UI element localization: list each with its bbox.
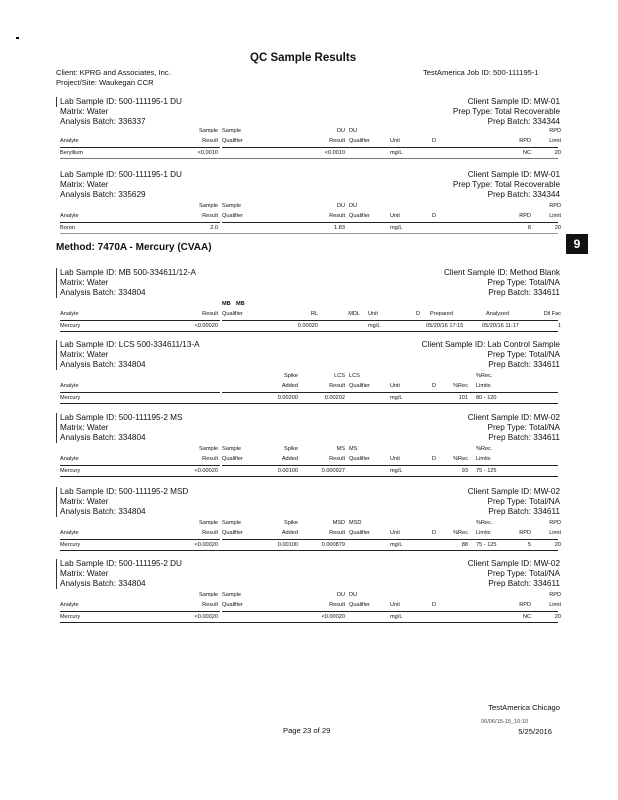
table-cell: NC: [522, 150, 531, 156]
col-head: Limit: [549, 602, 561, 608]
table-row-analyte: Beryllium: [60, 150, 84, 156]
table-cell: 0.00202: [324, 395, 345, 401]
col-head: Added: [281, 530, 298, 536]
col-head: Result: [202, 311, 218, 317]
table-row-analyte: Mercury: [60, 395, 81, 401]
table-cell: 1: [557, 323, 561, 329]
col-head: RPD: [549, 203, 561, 209]
analysis-batch: Analysis Batch: 334804: [60, 360, 146, 369]
table-cell: <0.00020: [194, 468, 218, 474]
col-head: Unit: [390, 383, 400, 389]
lab-sample-id: Lab Sample ID: LCS 500-334611/13-A: [60, 340, 200, 349]
col-head: Added: [281, 383, 298, 389]
col-head: Qualifier: [222, 311, 243, 317]
prep-batch: Prep Batch: 334611: [488, 579, 560, 588]
table-cell: NC: [522, 614, 531, 620]
col-head: DU: [349, 592, 358, 598]
table-cell: 20: [554, 542, 561, 548]
matrix: Matrix: Water: [60, 107, 109, 116]
col-head: Qualifier: [349, 602, 370, 608]
table-cell: mg/L: [390, 542, 403, 548]
prep-type: Prep Type: Total/NA: [487, 350, 560, 359]
col-head: Sample: [222, 520, 241, 526]
analysis-batch: Analysis Batch: 334804: [60, 579, 146, 588]
table-cell: 101: [458, 395, 468, 401]
col-head: D: [432, 383, 437, 389]
col-head: Qualifier: [349, 530, 370, 536]
matrix: Matrix: Water: [60, 497, 109, 506]
col-head: D: [432, 530, 437, 536]
col-head: Result: [329, 602, 345, 608]
col-head: Analyte: [60, 456, 79, 462]
page-number: Page 23 of 29: [283, 726, 331, 735]
table-cell: 75 - 125: [476, 468, 497, 474]
lab-sample-id: Lab Sample ID: 500-111195-1 DU: [60, 170, 182, 179]
col-head: Result: [329, 456, 345, 462]
col-head: Result: [202, 602, 218, 608]
col-head: DU: [349, 128, 358, 134]
table-cell: 05/20/16 11:17: [482, 323, 519, 329]
col-head: DU: [336, 203, 345, 209]
lab-sample-id: Lab Sample ID: 500-111195-1 DU: [60, 97, 182, 106]
lab-sample-id: Lab Sample ID: 500-111195-2 MS: [60, 413, 183, 422]
col-head: %Rec.: [476, 373, 493, 379]
col-head: Unit: [390, 456, 400, 462]
client-sample-id: Client Sample ID: Lab Control Sample: [421, 340, 560, 349]
table-cell: 1.83: [334, 225, 345, 231]
col-head: Qualifier: [222, 602, 243, 608]
table-cell: mg/L: [390, 468, 403, 474]
col-head: Sample: [199, 592, 218, 598]
table-cell: 05/20/16 17:15: [426, 323, 464, 329]
table-cell: 0.000927: [321, 468, 345, 474]
table-row-analyte: Mercury: [60, 323, 81, 329]
table-cell: 0.00020: [297, 323, 318, 329]
col-head: Sample: [222, 128, 241, 134]
col-head: Result: [202, 213, 218, 219]
col-head: Result: [329, 138, 345, 144]
table-cell: 0.00200: [277, 395, 298, 401]
col-head: Unit: [368, 311, 378, 317]
table-cell: 20: [554, 225, 561, 231]
table-cell: 2.0: [210, 225, 218, 231]
col-head: Prepared: [430, 311, 454, 317]
col-head: Qualifier: [222, 530, 243, 536]
col-head: LCS: [334, 373, 345, 379]
table-cell: 75 - 125: [476, 542, 497, 548]
table-cell: 20: [554, 150, 561, 156]
col-head: RPD: [549, 128, 561, 134]
lab-sample-id: Lab Sample ID: MB 500-334611/12-A: [60, 268, 196, 277]
col-head: %Rec.: [476, 520, 493, 526]
col-head: Sample: [199, 520, 218, 526]
matrix: Matrix: Water: [60, 350, 109, 359]
col-head: RPD: [519, 213, 531, 219]
col-head: Result: [202, 138, 218, 144]
table-cell: mg/L: [390, 614, 403, 620]
col-head: RPD: [549, 592, 561, 598]
report-date: 5/25/2016: [518, 727, 552, 736]
col-head: Result: [329, 530, 345, 536]
col-head: Limits: [476, 530, 491, 536]
client-sample-id: Client Sample ID: MW-01: [467, 170, 560, 179]
table-cell: 93: [461, 468, 468, 474]
col-head: Qualifier: [349, 138, 370, 144]
col-head: Unit: [390, 602, 400, 608]
table-cell: 0.00100: [277, 542, 298, 548]
col-head: MS: [349, 446, 358, 452]
client-sample-id: Client Sample ID: MW-01: [467, 97, 560, 106]
matrix: Matrix: Water: [60, 180, 109, 189]
col-head: Qualifier: [222, 138, 243, 144]
table-cell: 20: [554, 614, 561, 620]
col-head: Limit: [549, 213, 561, 219]
col-head: Limit: [549, 530, 561, 536]
analysis-batch: Analysis Batch: 334804: [60, 433, 146, 442]
col-head: Result: [202, 456, 218, 462]
client-sample-id: Client Sample ID: MW-02: [467, 559, 560, 568]
col-head: %Rec: [453, 530, 468, 536]
col-head: RL: [310, 311, 318, 317]
table-cell: mg/L: [390, 395, 403, 401]
analysis-batch: Analysis Batch: 334804: [60, 507, 146, 516]
table-cell: <0.00020: [194, 542, 218, 548]
footer-code: 06/06/15-15_10:10: [481, 719, 528, 725]
matrix: Matrix: Water: [60, 278, 109, 287]
table-cell: 88: [461, 542, 468, 548]
section-tab[interactable]: 9: [566, 234, 588, 254]
col-head: MDL: [348, 311, 360, 317]
prep-type: Prep Type: Total/NA: [487, 569, 560, 578]
col-head: D: [432, 456, 437, 462]
col-head: DU: [336, 592, 345, 598]
col-head: Qualifier: [222, 456, 243, 462]
lab-sample-id: Lab Sample ID: 500-111195-2 MSD: [60, 487, 189, 496]
col-head: Added: [281, 456, 298, 462]
col-head: MSD: [349, 520, 362, 526]
col-head: D: [432, 213, 437, 219]
col-head: Limits: [476, 383, 491, 389]
table-row-analyte: Mercury: [60, 614, 81, 620]
col-head: MB: [236, 301, 245, 307]
client-name: Client: KPRG and Associates, Inc.: [56, 68, 171, 77]
project-site: Project/Site: Waukegan CCR: [56, 78, 154, 87]
col-head: Dil Fac: [543, 311, 561, 317]
col-head: RPD: [519, 530, 531, 536]
table-row-analyte: Mercury: [60, 468, 81, 474]
prep-batch: Prep Batch: 334611: [488, 360, 560, 369]
client-sample-id: Client Sample ID: MW-02: [467, 487, 560, 496]
table-cell: 80 - 120: [476, 395, 497, 401]
table-cell: mg/L: [390, 225, 403, 231]
col-head: Analyte: [60, 383, 79, 389]
table-cell: <0.00020: [321, 614, 345, 620]
table-cell: <0.0010: [324, 150, 345, 156]
col-head: Limits: [476, 456, 491, 462]
matrix: Matrix: Water: [60, 569, 109, 578]
table-row-analyte: Boron: [60, 225, 75, 231]
col-head: Analyte: [60, 602, 79, 608]
client-sample-id: Client Sample ID: MW-02: [467, 413, 560, 422]
col-head: %Rec: [453, 456, 468, 462]
col-head: RPD: [519, 602, 531, 608]
col-head: Analyte: [60, 530, 79, 536]
analysis-batch: Analysis Batch: 335629: [60, 190, 146, 199]
prep-type: Prep Type: Total/NA: [487, 497, 560, 506]
table-cell: 0.000879: [321, 542, 345, 548]
col-head: DU: [349, 203, 358, 209]
matrix: Matrix: Water: [60, 423, 109, 432]
col-head: Sample: [199, 203, 218, 209]
table-cell: <0.00020: [194, 614, 218, 620]
col-head: Result: [202, 530, 218, 536]
lab-sample-id: Lab Sample ID: 500-111195-2 DU: [60, 559, 182, 568]
col-head: Sample: [222, 592, 241, 598]
col-head: Sample: [222, 446, 241, 452]
col-head: Result: [329, 213, 345, 219]
col-head: Analyte: [60, 213, 79, 219]
prep-type: Prep Type: Total/NA: [487, 278, 560, 287]
table-cell: 0.00100: [277, 468, 298, 474]
analysis-batch: Analysis Batch: 334804: [60, 288, 146, 297]
client-sample-id: Client Sample ID: Method Blank: [443, 268, 560, 277]
table-cell: 5: [527, 542, 531, 548]
scan-speck: [16, 37, 19, 39]
col-head: Qualifier: [349, 213, 370, 219]
col-head: Sample: [199, 128, 218, 134]
col-head: Qualifier: [222, 213, 243, 219]
page-title: QC Sample Results: [250, 52, 357, 64]
col-head: MB: [222, 301, 231, 307]
col-head: MSD: [332, 520, 345, 526]
col-head: MS: [336, 446, 345, 452]
col-head: Unit: [390, 138, 400, 144]
col-head: D: [432, 602, 437, 608]
job-id: TestAmerica Job ID: 500-111195-1: [423, 68, 539, 77]
table-cell: <0.0010: [197, 150, 218, 156]
prep-type: Prep Type: Total Recoverable: [452, 107, 560, 116]
prep-batch: Prep Batch: 334611: [488, 507, 560, 516]
col-head: Limit: [549, 138, 561, 144]
table-cell: 8: [527, 225, 531, 231]
col-head: D: [432, 138, 437, 144]
col-head: RPD: [549, 520, 561, 526]
prep-batch: Prep Batch: 334344: [487, 117, 560, 126]
prep-type: Prep Type: Total Recoverable: [452, 180, 560, 189]
col-head: Analyte: [60, 311, 79, 317]
table-row-analyte: Mercury: [60, 542, 81, 548]
col-head: RPD: [519, 138, 531, 144]
method-header: Method: 7470A - Mercury (CVAA): [56, 242, 212, 253]
col-head: Sample: [199, 446, 218, 452]
col-head: Qualifier: [349, 456, 370, 462]
prep-type: Prep Type: Total/NA: [487, 423, 560, 432]
col-head: Analyzed: [486, 311, 510, 317]
col-head: LCS: [349, 373, 360, 379]
prep-batch: Prep Batch: 334611: [488, 433, 560, 442]
analysis-batch: Analysis Batch: 336337: [60, 117, 146, 126]
col-head: D: [416, 311, 421, 317]
col-head: Analyte: [60, 138, 79, 144]
col-head: Qualifier: [349, 383, 370, 389]
table-cell: mg/L: [368, 323, 381, 329]
col-head: Sample: [222, 203, 241, 209]
col-head: %Rec: [453, 383, 468, 389]
col-head: Result: [329, 383, 345, 389]
footer-company: TestAmerica Chicago: [488, 703, 560, 712]
table-cell: mg/L: [390, 150, 403, 156]
col-head: Unit: [390, 213, 400, 219]
col-head: Spike: [284, 446, 298, 452]
col-head: Unit: [390, 530, 400, 536]
col-head: Spike: [284, 373, 298, 379]
prep-batch: Prep Batch: 334344: [487, 190, 560, 199]
col-head: DU: [336, 128, 345, 134]
table-cell: <0.00020: [194, 323, 218, 329]
col-head: %Rec.: [476, 446, 493, 452]
col-head: Spike: [284, 520, 298, 526]
prep-batch: Prep Batch: 334611: [488, 288, 560, 297]
